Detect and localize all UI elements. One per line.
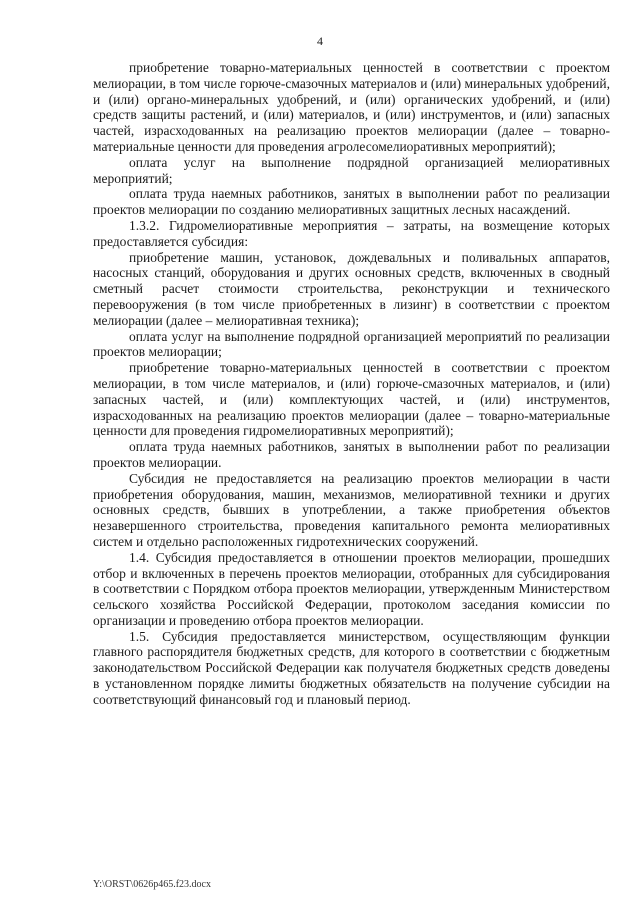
paragraph-labor-agro: оплата труда наемных работников, занятых в выполнении работ по реализации проектов мелиорации по созданию мелиоративных защитных лесных насаждений. bbox=[93, 186, 610, 218]
paragraph-section-1-3-2: 1.3.2. Гидромелиоративные мероприятия – затраты, на возмещение которых предоставляется субсидия: bbox=[93, 217, 610, 249]
paragraph-labor-hydro: оплата труда наемных работников, занятых в выполнении работ по реализации проектов мелиорации. bbox=[93, 439, 610, 470]
paragraph-section-1-4: 1.4. Субсидия предоставляется в отношении проектов мелиорации, прошедших отбор и включенных в перечень проектов мелиорации, отобранных для субсидирования в соответствии с Порядком отбора проектов мелиорации, утвержденным Министерством сельского хозяйства Российской Федерации, протоколом заседания комиссии по организации и проведению отбора проектов мелиорации. bbox=[93, 549, 610, 628]
paragraph-materials-agro: приобретение товарно-материальных ценностей в соответствии с проектом мелиорации, в том числе горюче-смазочных материалов и (или) минеральных удобрений, и (или) органо-минеральных удобрений, и (или) органических удобрений, и (или) средств защиты растений, и (или) материалов, и (или) инструментов, и (или) запасных частей, израсходованных на реализацию проектов мелиорации (далее – товарно-материальные ценности для проведения агролесомелиоративных мероприятий); bbox=[93, 60, 610, 154]
paragraph-machinery: приобретение машин, установок, дождевальных и поливальных аппаратов, насосных станций, оборудования и других основных средств, включенных в сводный сметный расчет стоимости строительства, реконструкции и технического перевооружения (в том числе приобретенных в лизинг) в соответствии с проектом мелиорации (далее – мелиоративная техника); bbox=[93, 249, 610, 328]
paragraph-section-1-5: 1.5. Субсидия предоставляется министерством, осуществляющим функции главного распорядителя бюджетных средств, для которого в соответствии с бюджетным законодательством Российской Федерации как получателя бюджетных средств доведены в установленном порядке лимиты бюджетных обязательств на получение субсидии на соответствующий финансовый год и плановый период. bbox=[93, 628, 610, 707]
paragraph-contractor-services-hydro: оплата услуг на выполнение подрядной организацией мероприятий по реализации проектов мелиорации; bbox=[93, 328, 610, 360]
footer-file-path: Y:\ORST\0626p465.f23.docx bbox=[93, 879, 211, 890]
paragraph-subsidy-exclusions: Субсидия не предоставляется на реализацию проектов мелиорации в части приобретения оборудования, машин, механизмов, мелиоративной техники и других основных средств, бывших в употреблении, а также приобретения объектов незавершенного строительства, проведения капитального ремонта мелиоративных систем и отдельно расположенных гидротехнических сооружений. bbox=[93, 470, 610, 549]
page-number: 4 bbox=[317, 34, 323, 48]
paragraph-contractor-services-agro: оплата услуг на выполнение подрядной организацией мелиоративных мероприятий; bbox=[93, 154, 610, 186]
document-body bbox=[93, 60, 610, 708]
paragraph-materials-hydro: приобретение товарно-материальных ценностей в соответствии с проектом мелиорации, в том числе материалов, и (или) горюче-смазочных материалов, и (или) запасных частей, и (или) комплектующих частей, и (или) инструментов, израсходованных на реализацию проектов мелиорации (далее – товарно-материальные ценности для проведения гидромелиоративных мероприятий); bbox=[93, 360, 610, 439]
